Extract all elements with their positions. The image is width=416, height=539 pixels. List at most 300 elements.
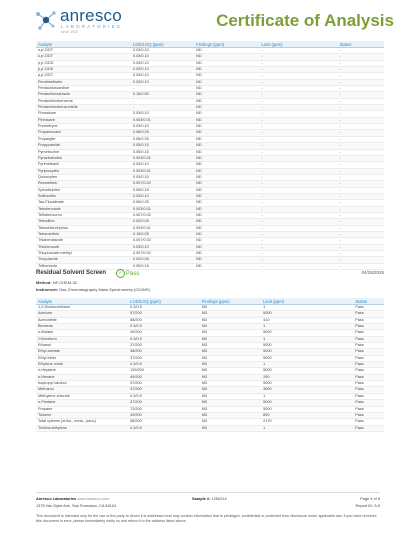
cell-analyte: Resmethrin	[36, 181, 131, 187]
cell-findings: ND	[194, 162, 259, 168]
cell-analyte: Tebufenozide	[36, 206, 131, 212]
cell-lod-loq: 0.03/0.10	[131, 60, 194, 66]
cell-lod-loq: 0.05/0.15	[131, 187, 194, 193]
cell-lod-loq: 0.06/0.25	[131, 130, 194, 136]
cell-status: Pass	[353, 324, 384, 330]
cell-limit: 1	[261, 336, 353, 342]
cell-limit: -	[260, 60, 338, 66]
cell-status: -	[338, 105, 384, 111]
cell-status: -	[338, 244, 384, 250]
cell-analyte: Pentachlorobenzonitrile	[36, 105, 131, 111]
cell-analyte: o,p'-DDT	[36, 48, 131, 54]
table-row	[36, 425, 384, 431]
cell-status: -	[338, 181, 384, 187]
cell-status: Pass	[353, 343, 384, 349]
instrument-label: Instrument:	[36, 287, 58, 292]
status-badge	[116, 269, 139, 278]
cell-limit: -	[260, 244, 338, 250]
cell-limit: -	[260, 124, 338, 130]
cell-findings: ND	[200, 317, 261, 323]
cell-limit: -	[260, 219, 338, 225]
cell-lod-loq: 57/200	[128, 311, 200, 317]
column-header-findings: Findings (ppm)	[194, 41, 259, 48]
footer-report-id	[356, 503, 380, 508]
status-badge-label: Pass	[126, 271, 140, 278]
cell-lod-loq: 49/200	[128, 374, 200, 380]
cell-analyte: Thiophanate-methyl	[36, 251, 131, 257]
cell-status: -	[338, 67, 384, 73]
cell-limit: -	[260, 181, 338, 187]
cell-lod-loq: 0.003/0.01	[131, 206, 194, 212]
cell-limit: 1	[261, 393, 353, 399]
brand-tagline: since 1945	[61, 30, 78, 34]
cell-limit: -	[260, 143, 338, 149]
cell-findings: ND	[200, 336, 261, 342]
cell-lod-loq: 49/200	[128, 330, 200, 336]
cell-limit: -	[260, 136, 338, 142]
cell-findings: ND	[200, 355, 261, 361]
cell-limit: 290	[261, 374, 353, 380]
cell-status: -	[338, 225, 384, 231]
cell-findings: ND	[194, 187, 259, 193]
cell-status: -	[338, 263, 384, 269]
cell-analyte: Triflumizole	[36, 263, 131, 269]
footer-sample-label: Sample #:	[192, 496, 211, 501]
cell-findings: ND	[194, 67, 259, 73]
cell-lod-loq: 0.3/0.5	[128, 393, 200, 399]
cell-analyte: Benzene	[36, 324, 128, 330]
cell-lod-loq: 0.03/0.10	[131, 67, 194, 73]
method-value: NF-CHEM-3C	[52, 280, 78, 285]
pesticide-results-table	[36, 41, 384, 270]
cell-findings: ND	[200, 425, 261, 431]
cell-findings: ND	[194, 231, 259, 237]
cell-lod-loq: 0.02/0.06	[131, 219, 194, 225]
cell-analyte: Ethyl ether	[36, 355, 128, 361]
cell-analyte: Ethylene oxide	[36, 362, 128, 368]
cell-limit: -	[260, 231, 338, 237]
cell-findings: ND	[194, 193, 259, 199]
cell-analyte: p,p'-DDT	[36, 73, 131, 79]
cell-analyte: Propamocarb	[36, 130, 131, 136]
column-header-status: Status	[353, 298, 384, 305]
cell-limit: 3000	[261, 387, 353, 393]
cell-status: -	[338, 206, 384, 212]
cell-limit: -	[260, 105, 338, 111]
cell-findings: ND	[194, 181, 259, 187]
cell-status: -	[338, 155, 384, 161]
cell-findings: ND	[194, 225, 259, 231]
cell-lod-loq: 0.003/0.01	[131, 155, 194, 161]
column-header-analyte: Analyte	[36, 41, 131, 48]
cell-findings: ND	[200, 324, 261, 330]
cell-findings: ND	[194, 73, 259, 79]
cell-status: Pass	[353, 419, 384, 425]
cell-findings: ND	[194, 200, 259, 206]
cell-limit: 5000	[261, 343, 353, 349]
cell-limit: 1	[261, 362, 353, 368]
cell-lod-loq: 0.03/0.10	[131, 73, 194, 79]
cell-lod-loq: 0.06/0.25	[131, 200, 194, 206]
cell-status: Pass	[353, 311, 384, 317]
cell-status: Pass	[353, 406, 384, 412]
cell-analyte: Tetramethrin	[36, 231, 131, 237]
cell-status: -	[338, 143, 384, 149]
cell-lod-loq: 0.05/0.15	[131, 149, 194, 155]
cell-status: -	[338, 187, 384, 193]
cell-analyte: Chloroform	[36, 336, 128, 342]
cell-findings: ND	[200, 393, 261, 399]
cell-limit: 5000	[261, 368, 353, 374]
cell-analyte: Acetonitrile	[36, 317, 128, 323]
cell-lod-loq: 49/200	[128, 412, 200, 418]
cell-findings: ND	[200, 305, 261, 311]
cell-limit: -	[260, 200, 338, 206]
cell-findings: ND	[194, 257, 259, 263]
cell-status: Pass	[353, 305, 384, 311]
footer-divider	[36, 492, 380, 493]
cell-limit: 5000	[261, 330, 353, 336]
cell-findings: ND	[200, 387, 261, 393]
cell-lod-loq: -	[131, 105, 194, 111]
document-title: Certificate of Analysis	[216, 11, 394, 30]
cell-status: -	[338, 117, 384, 123]
cell-analyte: Toluene	[36, 412, 128, 418]
cell-status: -	[338, 251, 384, 257]
cell-analyte: Tetrachlorvinphos	[36, 225, 131, 231]
brand-subtitle: LABORATORIES	[61, 24, 122, 29]
cell-findings: ND	[194, 212, 259, 218]
cell-status: Pass	[353, 330, 384, 336]
cell-limit: 1	[261, 425, 353, 431]
instrument-value: Gas Chromatography Mass Spectrometry (GC/MS)	[59, 287, 150, 292]
cell-findings: ND	[194, 79, 259, 85]
cell-lod-loq: 0.15/0.50	[131, 92, 194, 98]
cell-lod-loq: 0.03/0.10	[131, 111, 194, 117]
footer-report-label: Report ID:	[355, 503, 374, 508]
cell-analyte: Pendimethalin	[36, 79, 131, 85]
page-header	[0, 0, 416, 38]
cell-findings: ND	[200, 419, 261, 425]
cell-lod-loq: 0.03/0.10	[131, 48, 194, 54]
cell-findings: ND	[194, 149, 259, 155]
method-line	[36, 280, 78, 285]
cell-limit: -	[260, 130, 338, 136]
cell-status: Pass	[353, 355, 384, 361]
cell-analyte: Sulfoxaflor	[36, 193, 131, 199]
cell-lod-loq: 0.3/0.5	[128, 336, 200, 342]
cell-limit: 5000	[261, 311, 353, 317]
cell-analyte: Methanol	[36, 387, 128, 393]
cell-lod-loq: 0.15/0.05	[131, 231, 194, 237]
column-header-limit: Limit (ppm)	[261, 298, 353, 305]
cell-analyte: p,p'-DDE	[36, 67, 131, 73]
cell-status: -	[338, 130, 384, 136]
cell-limit: -	[260, 54, 338, 60]
cell-analyte: Methylene chloride	[36, 393, 128, 399]
cell-limit: -	[260, 257, 338, 263]
cell-status: Pass	[353, 393, 384, 399]
cell-limit: 1	[261, 305, 353, 311]
cell-limit: -	[260, 162, 338, 168]
cell-analyte: Tricyclazole	[36, 257, 131, 263]
footer-website: www.anresco.com	[77, 496, 109, 501]
residual-solvent-table	[36, 298, 384, 432]
cell-status: -	[338, 200, 384, 206]
cell-analyte: Pentachloroanisole	[36, 92, 131, 98]
cell-lod-loq: 0.003/0.01	[131, 225, 194, 231]
cell-status: -	[338, 111, 384, 117]
cell-lod-loq: 0.03/0.10	[131, 174, 194, 180]
cell-lod-loq: 0.02/0.06	[131, 257, 194, 263]
cell-limit: 410	[261, 317, 353, 323]
cell-lod-loq: 0.05/0.15	[131, 263, 194, 269]
cell-lod-loq: 0.03/0.10	[131, 124, 194, 130]
cell-status: -	[338, 48, 384, 54]
cell-findings: ND	[200, 406, 261, 412]
cell-status: -	[338, 212, 384, 218]
cell-analyte: Spirodiclofen	[36, 187, 131, 193]
cell-lod-loq: -	[131, 86, 194, 92]
cell-analyte: Pirimicarb	[36, 117, 131, 123]
column-header-limit: Limit (ppm)	[260, 41, 338, 48]
cell-findings: ND	[194, 168, 259, 174]
cell-findings: ND	[200, 330, 261, 336]
cell-lod-loq: 0.05/0.15	[131, 143, 194, 149]
cell-limit: -	[260, 149, 338, 155]
instrument-line	[36, 287, 150, 292]
cell-analyte: n-Pentane	[36, 400, 128, 406]
cell-analyte: Pyriproxyfen	[36, 168, 131, 174]
cell-findings: ND	[200, 349, 261, 355]
cell-limit: -	[260, 168, 338, 174]
cell-limit: 5000	[261, 381, 353, 387]
cell-lod-loq: 37/200	[128, 387, 200, 393]
cell-analyte: Teflubenzuron	[36, 212, 131, 218]
cell-status: Pass	[353, 362, 384, 368]
cell-analyte: Total xylenes (ortho-, meta-, para-)	[36, 419, 128, 425]
cell-limit: -	[260, 238, 338, 244]
footer-page-number: Page 4 of 5	[360, 496, 380, 501]
cell-findings: ND	[194, 48, 259, 54]
cell-limit: -	[260, 67, 338, 73]
cell-analyte: n-Heptane	[36, 368, 128, 374]
cell-findings: ND	[200, 381, 261, 387]
cell-findings: ND	[194, 60, 259, 66]
cell-limit: -	[260, 92, 338, 98]
cell-findings: ND	[194, 155, 259, 161]
cell-limit: -	[260, 263, 338, 269]
cell-analyte: Pyrimethanil	[36, 162, 131, 168]
cell-limit: -	[260, 98, 338, 104]
cell-findings: ND	[194, 244, 259, 250]
cell-findings: ND	[194, 111, 259, 117]
footer-report-value: 5-5	[374, 503, 380, 508]
cell-status: -	[338, 219, 384, 225]
cell-status: -	[338, 86, 384, 92]
cell-limit: -	[260, 174, 338, 180]
cell-status: Pass	[353, 425, 384, 431]
cell-findings: ND	[194, 174, 259, 180]
residual-table-body	[36, 305, 384, 432]
cell-analyte: Tetradifon	[36, 219, 131, 225]
cell-analyte: n-Butane	[36, 330, 128, 336]
cell-lod-loq: 72/200	[128, 406, 200, 412]
cell-findings: ND	[200, 343, 261, 349]
footer-address: 1375 Van Dyke Ave, San Francisco, CA 94124	[36, 503, 117, 508]
cell-lod-loq: 38/200	[128, 349, 200, 355]
cell-limit: -	[260, 251, 338, 257]
footer-company: Anresco Laboratories	[36, 496, 77, 501]
cell-findings: ND	[194, 219, 259, 225]
cell-status: Pass	[353, 387, 384, 393]
cell-lod-loq: 0.007/0.02	[131, 251, 194, 257]
cell-lod-loq: -	[131, 98, 194, 104]
cell-status: -	[338, 60, 384, 66]
cell-status: -	[338, 73, 384, 79]
cell-analyte: Trichloroethylene	[36, 425, 128, 431]
cell-findings: ND	[200, 362, 261, 368]
cell-limit: -	[260, 117, 338, 123]
cell-limit: -	[260, 193, 338, 199]
cell-status: -	[338, 149, 384, 155]
cell-status: -	[338, 54, 384, 60]
cell-status: Pass	[353, 381, 384, 387]
table-row	[36, 263, 384, 269]
cell-limit: 1	[261, 324, 353, 330]
footer-sample	[192, 496, 227, 501]
cell-status: Pass	[353, 349, 384, 355]
cell-status: Pass	[353, 317, 384, 323]
cell-analyte: Phosalone	[36, 111, 131, 117]
cell-status: Pass	[353, 368, 384, 374]
cell-analyte: Pyraclostrobin	[36, 155, 131, 161]
cell-analyte: Isopropyl alcohol	[36, 381, 128, 387]
cell-analyte: o,p'-DDT	[36, 54, 131, 60]
cell-limit: 5000	[261, 355, 353, 361]
cell-analyte: Thiobencarb	[36, 244, 131, 250]
cell-lod-loq: 0.03/0.10	[131, 79, 194, 85]
footer-disclaimer: This document is intended only for the use of the party to whom it is addressed and may contain information that is privileged, confidential or protected from disclosure under applicable law. If you have received this document in error, please immediately notify us and return it to the address listed above.	[36, 514, 377, 523]
cell-lod-loq: 57/200	[128, 381, 200, 387]
cell-limit: -	[260, 225, 338, 231]
cell-lod-loq: 0.06/0.25	[131, 136, 194, 142]
cell-lod-loq: 37/200	[128, 343, 200, 349]
footer-company-line	[36, 496, 109, 501]
cell-limit: -	[260, 48, 338, 54]
cell-limit: -	[260, 86, 338, 92]
cell-status: Pass	[353, 400, 384, 406]
cell-findings: ND	[194, 86, 259, 92]
cell-status: -	[338, 92, 384, 98]
cell-findings: ND	[194, 251, 259, 257]
cell-findings: ND	[194, 238, 259, 244]
section-title-residual-solvent: Residual Solvent Screen	[36, 270, 107, 276]
cell-findings: ND	[200, 374, 261, 380]
cell-findings: ND	[200, 412, 261, 418]
cell-status: -	[338, 162, 384, 168]
pesticide-table-body	[36, 48, 384, 270]
cell-lod-loq: 0.003/0.01	[131, 117, 194, 123]
cell-analyte: Pentachloroaniline	[36, 86, 131, 92]
cell-status: -	[338, 238, 384, 244]
cell-limit: -	[260, 206, 338, 212]
cell-findings: ND	[194, 263, 259, 269]
cell-analyte: Ethyl acetate	[36, 349, 128, 355]
cell-lod-loq: 37/200	[128, 355, 200, 361]
cell-status: -	[338, 124, 384, 130]
cell-findings: ND	[194, 117, 259, 123]
cell-status: -	[338, 136, 384, 142]
cell-analyte: Acetone	[36, 311, 128, 317]
cell-limit: -	[260, 79, 338, 85]
column-header-lod-loq: LOD/LOQ (ppm)	[131, 41, 194, 48]
cell-findings: ND	[194, 105, 259, 111]
cell-lod-loq: 0.3/0.5	[128, 362, 200, 368]
cell-status: -	[338, 257, 384, 263]
cell-analyte: p,p'-DDD	[36, 60, 131, 66]
cell-findings: ND	[200, 400, 261, 406]
cell-lod-loq: 0.03/0.10	[131, 54, 194, 60]
cell-status: -	[338, 231, 384, 237]
cell-analyte: Ethanol	[36, 343, 128, 349]
cell-status: -	[338, 98, 384, 104]
cell-analyte: Tau-Fluvalinate	[36, 200, 131, 206]
cell-analyte: Prometryne	[36, 124, 131, 130]
cell-analyte: Propyzamide	[36, 143, 131, 149]
cell-lod-loq: 0.03/0.10	[131, 162, 194, 168]
cell-lod-loq: 0.3/0.5	[128, 305, 200, 311]
cell-findings: ND	[194, 206, 259, 212]
cell-findings: ND	[200, 368, 261, 374]
section-date: 04/28/2025	[361, 270, 384, 275]
cell-limit: 5000	[261, 406, 353, 412]
cell-findings: ND	[194, 54, 259, 60]
column-header-lod-loq: LOD/LOQ (ppm)	[128, 298, 200, 305]
cell-findings: ND	[194, 136, 259, 142]
cell-lod-loq: 58/200	[128, 419, 200, 425]
method-label: Method:	[36, 280, 52, 285]
cell-status: -	[338, 174, 384, 180]
cell-lod-loq: 0.007/0.02	[131, 212, 194, 218]
cell-limit: -	[260, 187, 338, 193]
cell-analyte: Quinoxyfen	[36, 174, 131, 180]
cell-analyte: Pentachlorobenzene	[36, 98, 131, 104]
cell-analyte: Pymetrozine	[36, 149, 131, 155]
cell-limit: -	[260, 73, 338, 79]
cell-analyte: Propane	[36, 406, 128, 412]
cell-lod-loq: 0.007/0.02	[131, 238, 194, 244]
cell-analyte: Thiabendazole	[36, 238, 131, 244]
cell-analyte: Propargite	[36, 136, 131, 142]
cell-findings: ND	[194, 124, 259, 130]
cell-findings: ND	[194, 92, 259, 98]
cell-status: Pass	[353, 374, 384, 380]
cell-lod-loq: 0.3/0.5	[128, 324, 200, 330]
cell-limit: 890	[261, 412, 353, 418]
footer-sample-value: 1250214	[211, 496, 227, 501]
cell-status: -	[338, 79, 384, 85]
cell-lod-loq: 0.007/0.02	[131, 181, 194, 187]
cell-lod-loq: 0.03/0.10	[131, 193, 194, 199]
cell-findings: ND	[194, 98, 259, 104]
column-header-analyte: Analyte	[36, 298, 128, 305]
cell-limit: 5000	[261, 349, 353, 355]
cell-status: Pass	[353, 412, 384, 418]
brand-name: anresco	[60, 6, 122, 25]
cell-limit: -	[260, 111, 338, 117]
cell-status: -	[338, 168, 384, 174]
